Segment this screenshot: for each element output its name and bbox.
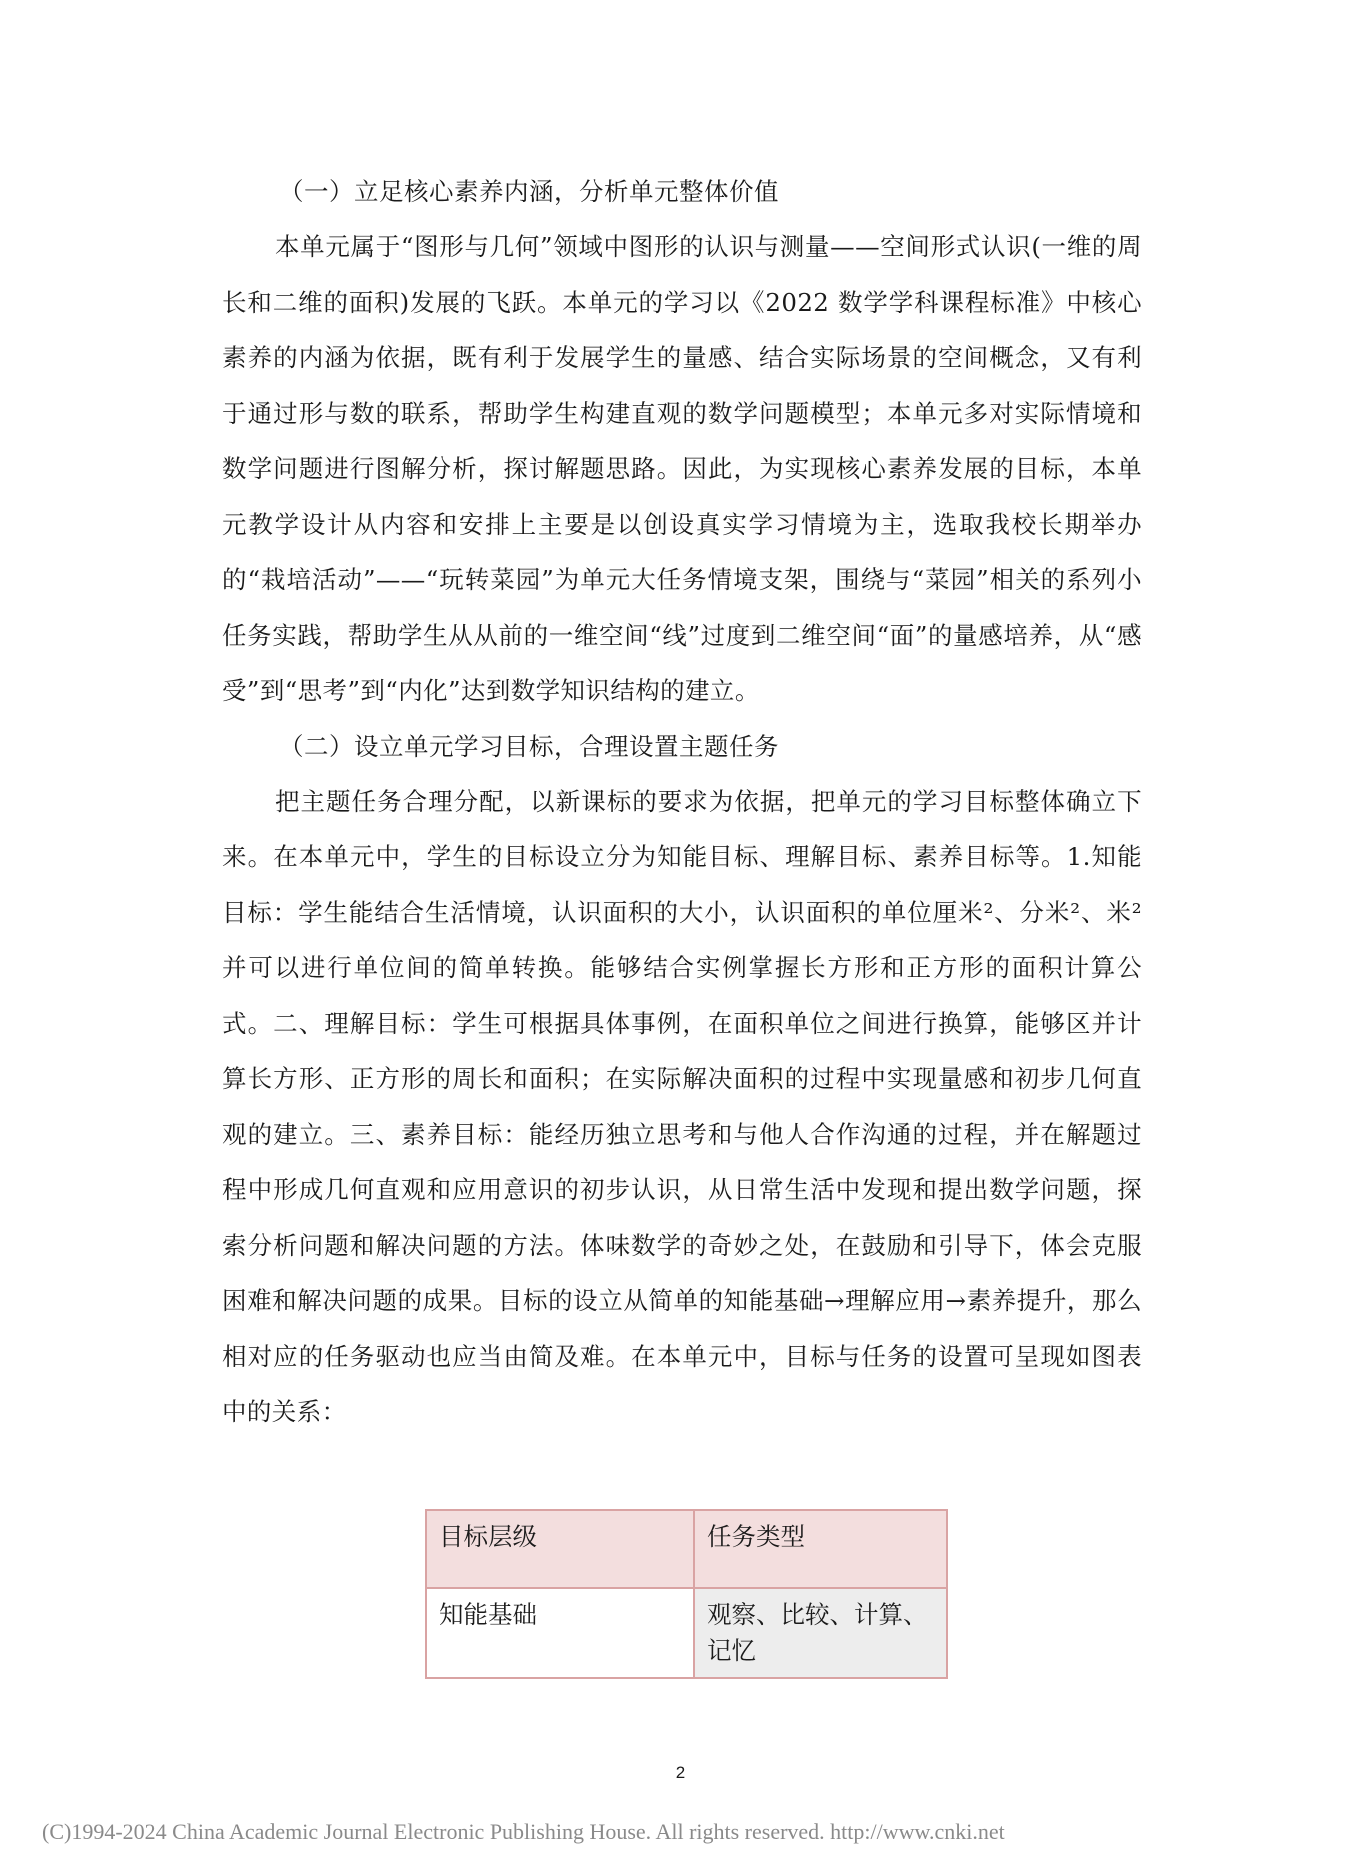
- document-body: [222, 164, 1142, 1440]
- table-row: [426, 1588, 947, 1678]
- copyright-footer: (C)1994-2024 China Academic Journal Electronic Publishing House. All rights reserved. http://www.cnki.net: [42, 1819, 1005, 1844]
- table-header-cell: 目标层级: [426, 1510, 694, 1588]
- table-cell: 观察、比较、计算、记忆: [694, 1588, 947, 1678]
- section-heading-1: （一）立足核心素养内涵，分析单元整体价值: [279, 177, 779, 206]
- goal-task-table: [425, 1509, 948, 1679]
- section-heading-2: （二）设立单元学习目标，合理设置主题任务: [279, 731, 779, 761]
- table-header-row: [426, 1510, 947, 1588]
- page-number: 2: [675, 1763, 686, 1782]
- section-paragraph-2: 把主题任务合理分配，以新课标的要求为依据，把单元的学习目标整体确立下来。在本单元中，学生的目标设立分为知能目标、理解目标、素养目标等。1.知能目标：学生能结合生活情境，认识面积的大小，认识面积的单位厘米²、分米²、米²并可以进行单位间的简单转换。能够结合实例掌握长方形和正方形的面积计算公式。二、理解目标：学生可根据具体事例，在面积单位之间进行换算，能够区并计算长方形、正方形的周长和面积；在实际解决面积的过程中实现量感和初步几何直观的建立。三、素养目标：能经历独立思考和与他人合作沟通的过程，并在解题过程中形成几何直观和应用意识的初步认识，从日常生活中发现和提出数学问题，探索分析问题和解决问题的方法。体味数学的奇妙之处，在鼓励和引导下，体会克服困难和解决问题的成果。目标的设立从简单的知能基础→理解应用→素养提升，那么相对应的任务驱动也应当由简及难。在本单元中，目标与任务的设置可呈现如图表中的关系：: [222, 786, 1142, 1426]
- section-paragraph-1: 本单元属于“图形与几何”领域中图形的认识与测量——空间形式认识(一维的周长和二维的面积)发展的飞跃。本单元的学习以《2022 数学学科课程标准》中核心素养的内涵为依据，既有利于发展学生的量感、结合实际场景的空间概念，又有利于通过形与数的联系，帮助学生构建直观的数学问题模型；本单元多对实际情境和数学问题进行图解分析，探讨解题思路。因此，为实现核心素养发展的目标，本单元教学设计从内容和安排上主要是以创设真实学习情境为主，选取我校长期举办的“栽培活动”——“玩转菜园”为单元大任务情境支架，围绕与“菜园”相关的系列小任务实践，帮助学生从从前的一维空间“线”过度到二维空间“面”的量感培养，从“感受”到“思考”到“内化”达到数学知识结构的建立。: [222, 232, 1142, 705]
- table-cell: 知能基础: [426, 1588, 694, 1678]
- table-header-cell: 任务类型: [694, 1510, 947, 1588]
